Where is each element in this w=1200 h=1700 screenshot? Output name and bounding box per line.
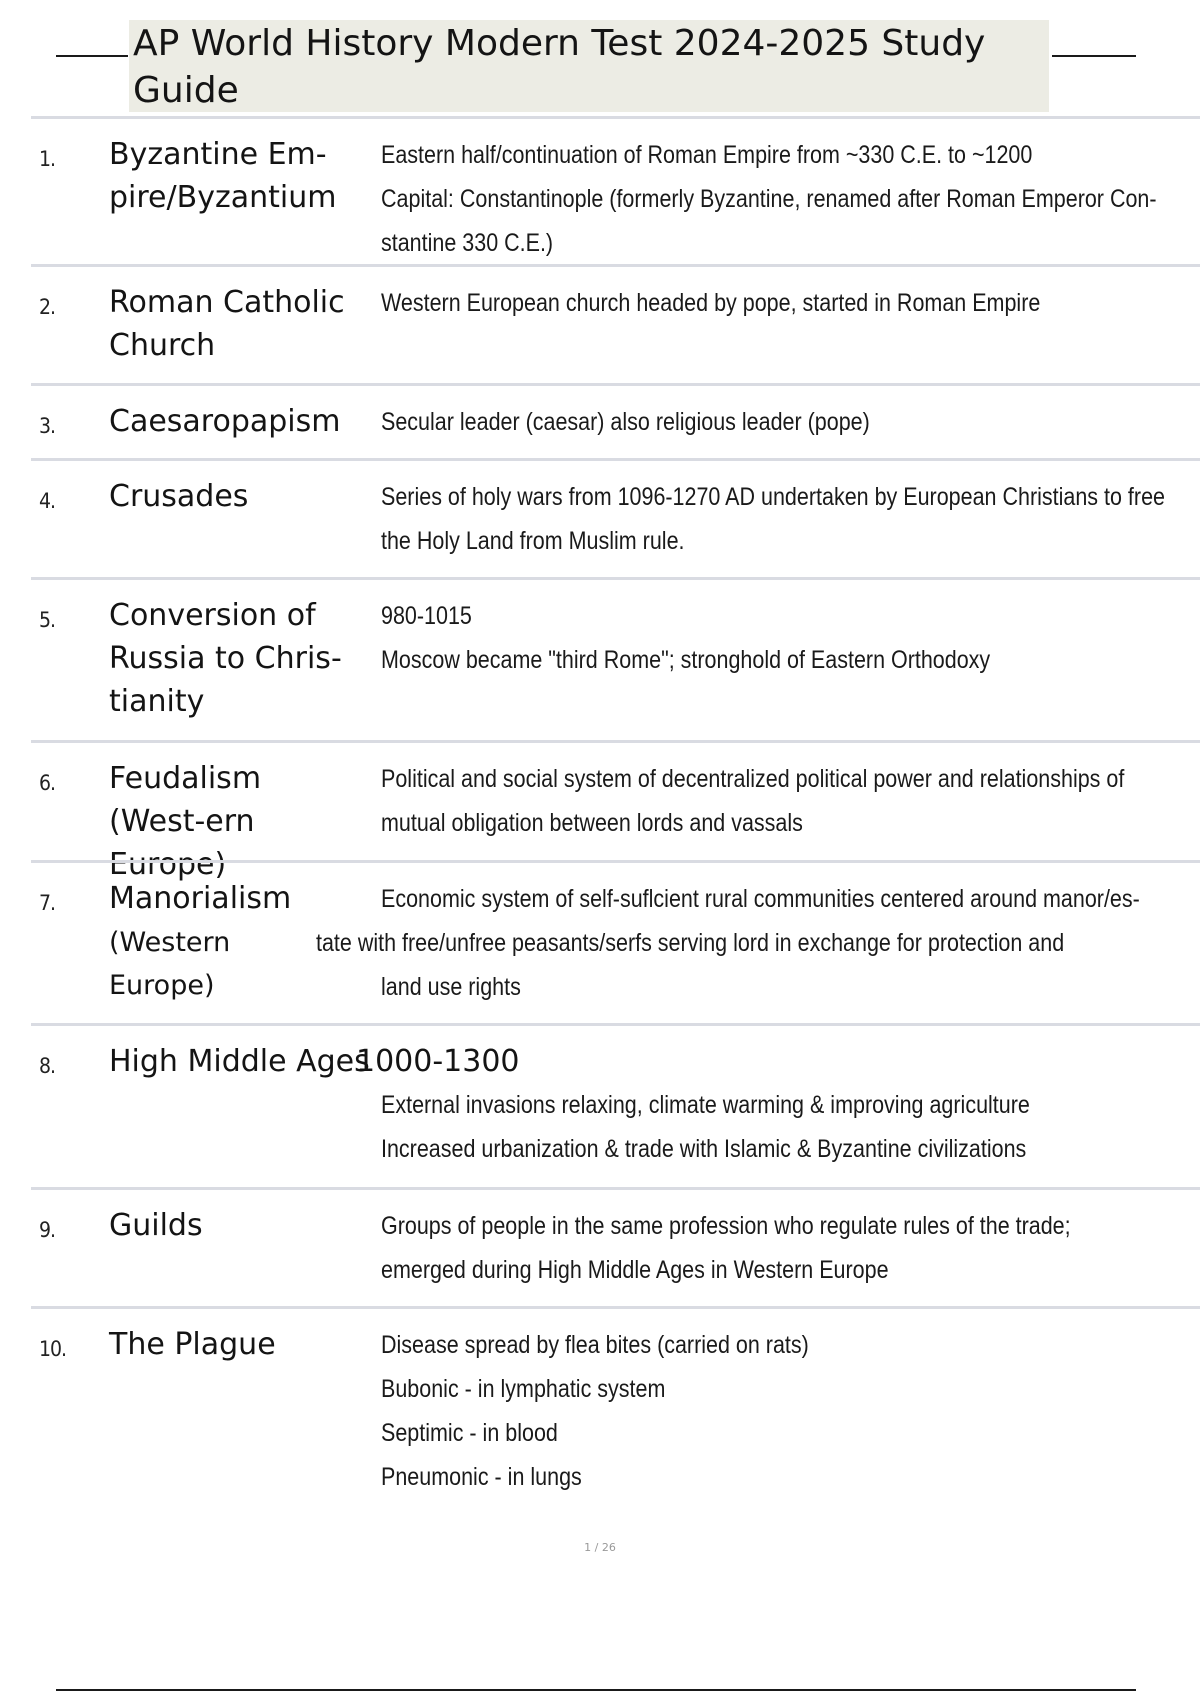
definition-line: Western European church headed by pope, started in Roman Empire — [381, 289, 1041, 317]
list-item — [31, 1023, 1200, 1187]
list-item — [31, 577, 1200, 740]
item-number: 9. — [39, 1218, 56, 1242]
study-guide-list — [31, 116, 1200, 1509]
definition-line: Economic system of self-suflcient rural communities centered around manor/es- — [381, 885, 1140, 913]
item-definition — [381, 475, 1200, 563]
item-date-range: 1000-1300 — [356, 1044, 520, 1079]
definition-line: mutual obligation between lords and vassals — [381, 809, 803, 837]
item-definition — [381, 757, 1200, 845]
definition-line: Bubonic - in lymphatic system — [381, 1375, 666, 1403]
definition-line: Eastern half/continuation of Roman Empire from ~330 C.E. to ~1200 — [381, 141, 1033, 169]
definition-line: tate with free/unfree peasants/serfs serving lord in exchange for protection and — [316, 929, 1065, 957]
definition-line: Political and social system of decentralized political power and relationships of — [381, 765, 1125, 793]
definition-line: Pneumonic - in lungs — [381, 1463, 582, 1491]
bottom-rule — [56, 1689, 1136, 1691]
list-item — [31, 264, 1200, 383]
title-rule-left — [56, 55, 128, 57]
definition-line: land use rights — [381, 973, 521, 1001]
item-definition — [381, 1204, 1200, 1292]
item-definition — [381, 1323, 1200, 1499]
item-number: 6. — [39, 771, 56, 795]
definition-line: Moscow became "third Rome"; stronghold of Eastern Orthodoxy — [381, 646, 991, 674]
list-item — [31, 860, 1200, 1023]
definition-line: 980-1015 — [381, 602, 472, 630]
item-number: 7. — [39, 891, 56, 915]
item-term: Guilds — [109, 1208, 203, 1243]
item-term: Conversion of Russia to Chris-tianity — [109, 598, 342, 719]
item-term: Roman Catholic Church — [109, 285, 345, 363]
item-number: 10. — [39, 1337, 67, 1361]
item-number: 5. — [39, 608, 56, 632]
item-term: Feudalism (West-ern Europe) — [109, 761, 262, 882]
list-item — [31, 458, 1200, 577]
item-term: Manorialism — [109, 881, 292, 916]
item-definition — [381, 400, 1200, 444]
item-term: The Plague — [109, 1327, 276, 1362]
list-item — [31, 1187, 1200, 1306]
item-definition — [316, 877, 1200, 1009]
list-item — [31, 740, 1200, 882]
definition-line: External invasions relaxing, climate warming & improving agriculture — [381, 1091, 1030, 1119]
definition-line: Groups of people in the same profession who regulate rules of the trade; — [381, 1212, 1071, 1240]
item-number: 4. — [39, 489, 56, 513]
definition-line: Capital: Constantinople (formerly Byzantine, renamed after Roman Emperor Con- — [381, 185, 1157, 213]
item-term: Caesaropapism — [109, 404, 341, 439]
definition-line: Series of holy wars from 1096-1270 AD undertaken by European Christians to free — [381, 483, 1165, 511]
item-term-qualifier: (Western Europe) — [109, 927, 231, 1001]
item-number: 8. — [39, 1054, 56, 1078]
list-item — [31, 383, 1200, 458]
definition-line: stantine 330 C.E.) — [381, 229, 554, 257]
definition-line: emerged during High Middle Ages in Western Europe — [381, 1256, 889, 1284]
item-term: Byzantine Em-pire/Byzantium — [109, 137, 337, 215]
definition-line: Secular leader (caesar) also religious leader (pope) — [381, 408, 870, 436]
item-term: High Middle Ages — [109, 1044, 370, 1079]
page-indicator: 1 / 26 — [584, 1541, 616, 1554]
definition-line: Septimic - in blood — [381, 1419, 558, 1447]
item-number: 1. — [39, 147, 56, 171]
item-number: 3. — [39, 414, 56, 438]
page-title: AP World History Modern Test 2024-2025 Study Guide — [133, 23, 986, 111]
item-definition — [381, 1083, 1200, 1171]
list-item — [31, 116, 1200, 264]
list-item — [31, 1306, 1200, 1509]
item-definition — [381, 281, 1200, 325]
title-highlight — [129, 20, 1049, 112]
title-rule-right — [1052, 55, 1136, 57]
definition-line: Disease spread by flea bites (carried on rats) — [381, 1331, 809, 1359]
item-term: Crusades — [109, 479, 249, 514]
item-number: 2. — [39, 295, 56, 319]
definition-line: Increased urbanization & trade with Islamic & Byzantine civilizations — [381, 1135, 1027, 1163]
item-definition — [381, 133, 1200, 265]
item-definition — [381, 594, 1200, 682]
title-block — [56, 20, 1136, 112]
definition-line: the Holy Land from Muslim rule. — [381, 527, 685, 555]
